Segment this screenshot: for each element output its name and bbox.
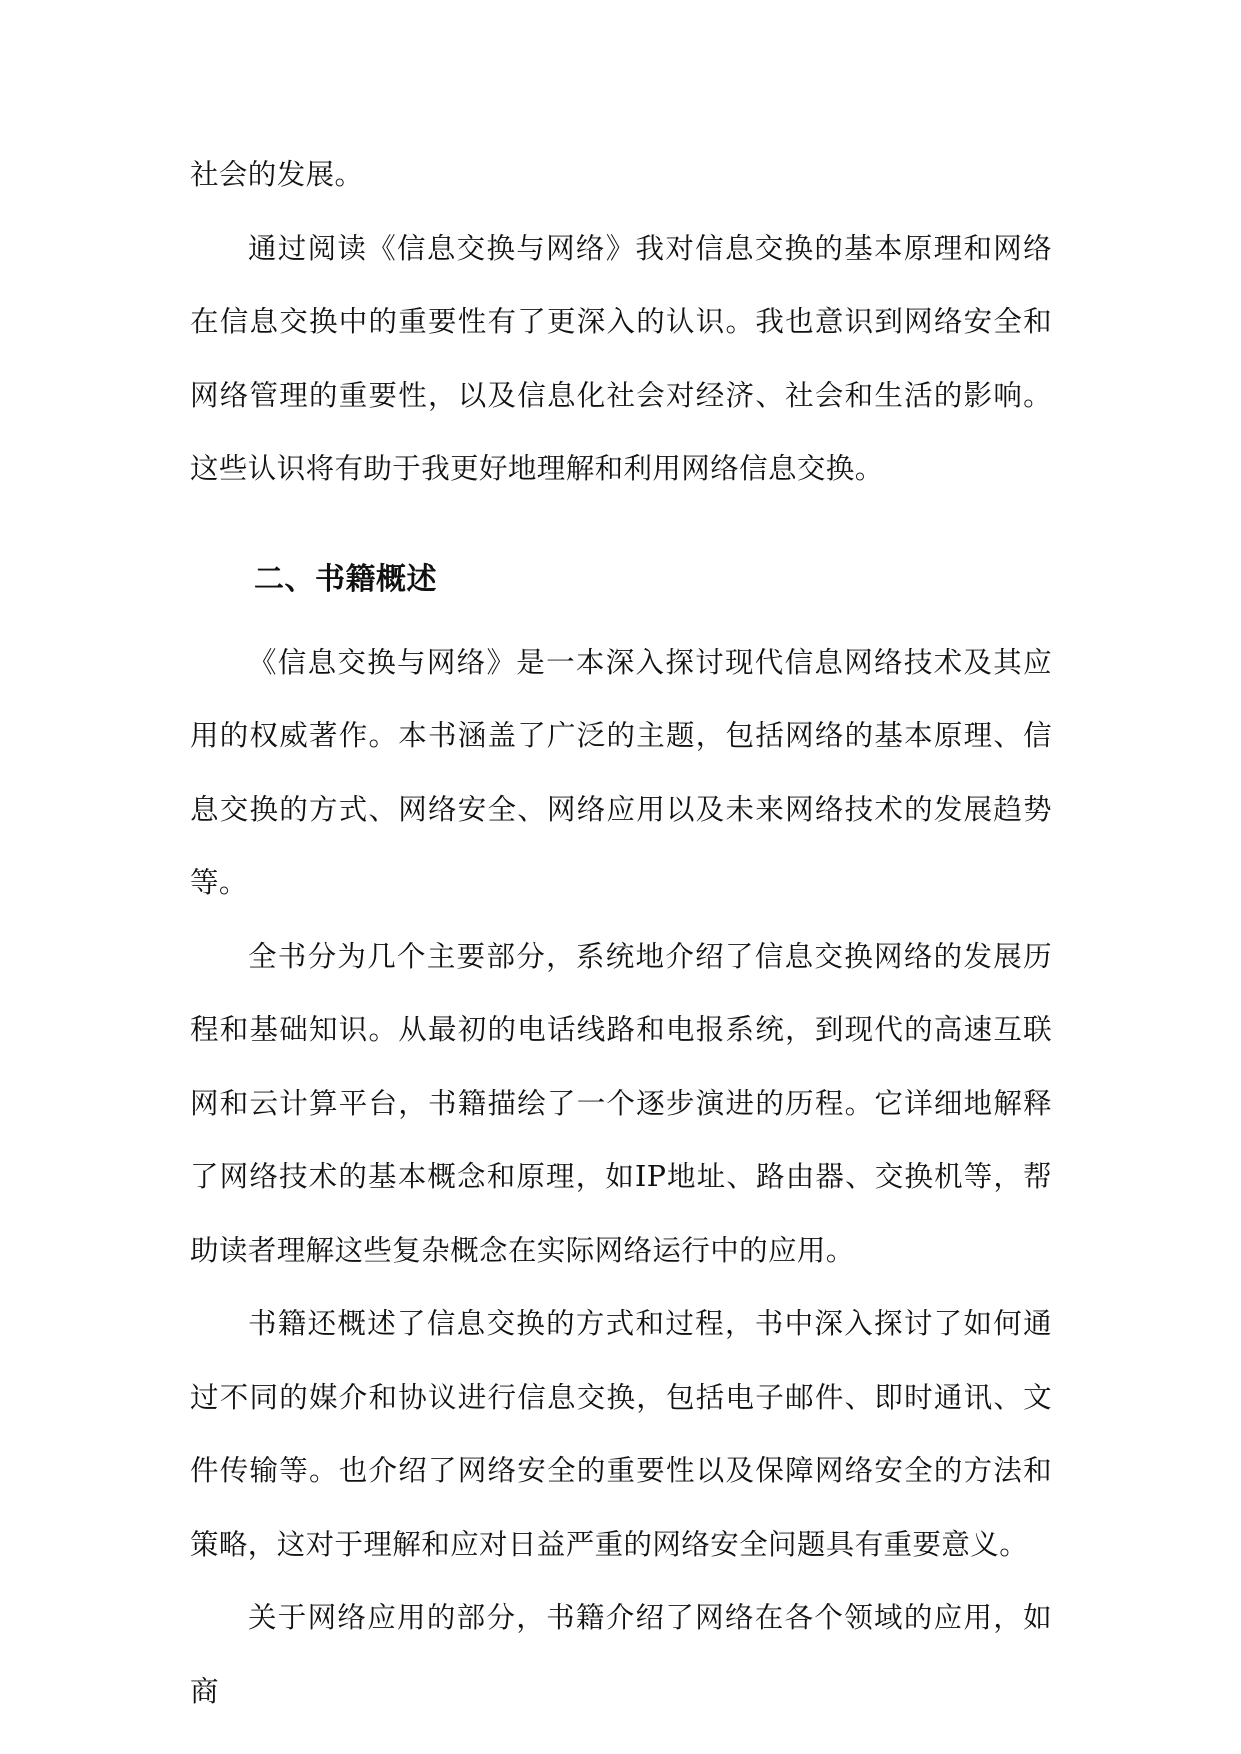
- paragraph-book-intro: 《信息交换与网络》是一本深入探讨现代信息网络技术及其应用的权威著作。本书涵盖了广泛的主题，包括网络的基本原理、信息交换的方式、网络安全、网络应用以及未来网络技术的发展趋势等。: [190, 645, 1052, 899]
- section-heading: 二、书籍概述: [254, 561, 437, 597]
- document-body: [190, 138, 1052, 1728]
- paragraph-book-structure: 全书分为几个主要部分，系统地介绍了信息交换网络的发展历程和基础知识。从最初的电话线路和电报系统，到现代的高速互联网和云计算平台，书籍描绘了一个逐步演进的历程。它详细地解释了网络技术的基本概念和原理，如IP地址、路由器、交换机等，帮助读者理解这些复杂概念在实际网络运行中的应用。: [190, 939, 1052, 1267]
- paragraph-reading-reflection: 通过阅读《信息交换与网络》我对信息交换的基本原理和网络在信息交换中的重要性有了更深入的认识。我也意识到网络安全和网络管理的重要性，以及信息化社会对经济、社会和生活的影响。这些认识将有助于我更好地理解和利用网络信息交换。: [190, 231, 1052, 485]
- paragraph-info-exchange: 书籍还概述了信息交换的方式和过程，书中深入探讨了如何通过不同的媒介和协议进行信息交换，包括电子邮件、即时通讯、文件传输等。也介绍了网络安全的重要性以及保障网络安全的方法和策略，这对于理解和应对日益严重的网络安全问题具有重要意义。: [190, 1307, 1052, 1561]
- paragraph-continuation: 社会的发展。: [190, 158, 364, 191]
- paragraph-network-applications: 关于网络应用的部分，书籍介绍了网络在各个领域的应用，如商: [190, 1601, 1052, 1708]
